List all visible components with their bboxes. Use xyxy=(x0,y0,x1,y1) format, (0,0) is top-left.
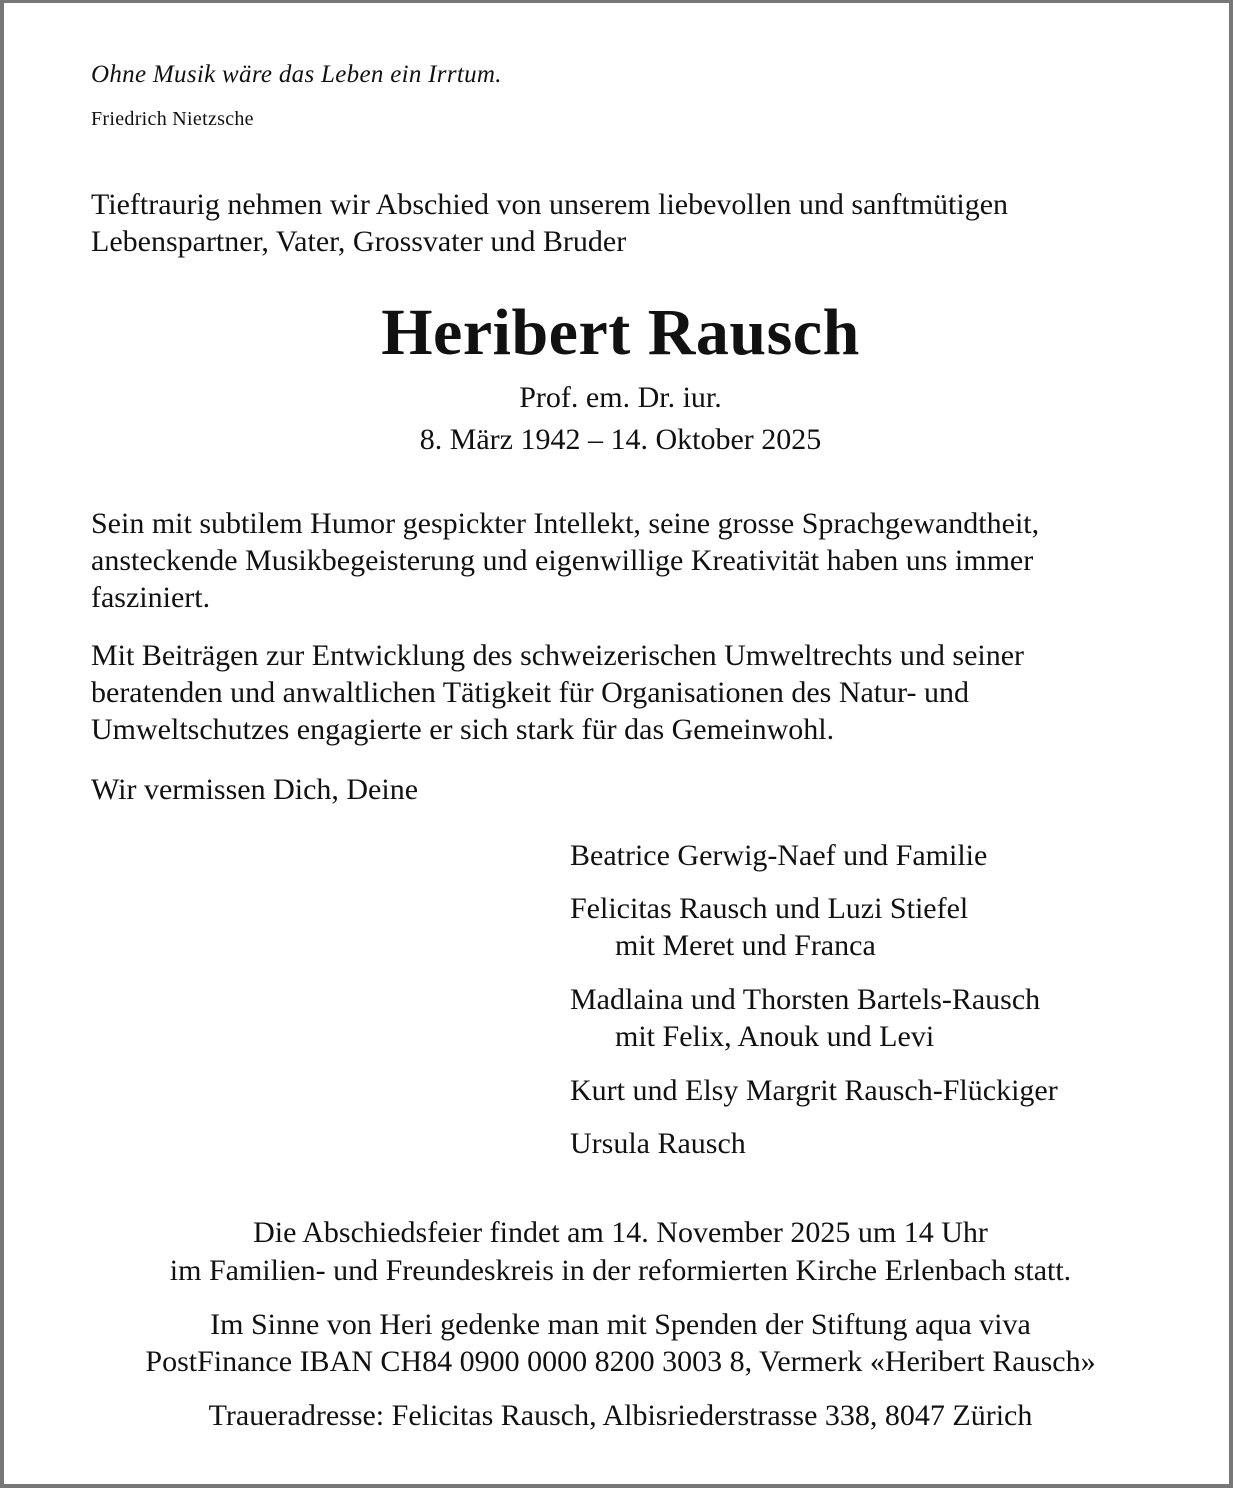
donation-bank-details: PostFinance IBAN CH84 0900 0000 8200 3003 8, Vermerk «Heribert Rausch» xyxy=(145,1345,1096,1378)
family-line: Beatrice Gerwig-Naef und Familie xyxy=(570,839,988,872)
family-line: Kurt und Elsy Margrit Rausch-Flückiger xyxy=(570,1074,1058,1107)
mourning-address: Traueradresse: Felicitas Rausch, Albisriederstrasse 338, 8047 Zürich xyxy=(208,1399,1033,1432)
family-entry xyxy=(570,837,987,874)
tribute-paragraph: Mit Beiträgen zur Entwicklung des schweizerischen Umweltrechts und seiner beratenden und anwaltlichen Tätigkeit für Organisationen des Natur- und Umweltschutzes engagierte er sich stark für das Gemeinwohl. xyxy=(91,639,1025,746)
intro-text: Tieftraurig nehmen wir Abschied von unserem liebevollen und sanftmütigen Lebenspartner, Vater, Grossvater und Bruder xyxy=(91,188,1009,258)
family-entry xyxy=(570,981,1040,1055)
ceremony-info: im Familien- und Freundeskreis in der reformierten Kirche Erlenbach statt. xyxy=(169,1254,1072,1287)
epigraph-author: Friedrich Nietzsche xyxy=(91,108,254,130)
family-entry xyxy=(570,1072,1058,1109)
family-subline: mit Meret und Franca xyxy=(615,929,876,962)
deceased-title: Prof. em. Dr. iur. xyxy=(519,381,722,414)
family-line: Felicitas Rausch und Luzi Stiefel xyxy=(570,892,969,925)
life-dates: 8. März 1942 – 14. Oktober 2025 xyxy=(419,423,822,456)
epigraph-quote: Ohne Musik wäre das Leben ein Irrtum. xyxy=(91,61,502,88)
family-subline: mit Felix, Anouk und Levi xyxy=(615,1020,935,1053)
tribute-paragraph: Sein mit subtilem Humor gespickter Intellekt, seine grosse Sprachgewandtheit, ansteckende Musikbegeisterung und eigenwillige Kreativität haben uns immer fasziniert. xyxy=(91,507,1040,614)
ceremony-info: Die Abschiedsfeier findet am 14. November 2025 um 14 Uhr xyxy=(253,1216,988,1249)
closing-line: Wir vermissen Dich, Deine xyxy=(91,773,419,806)
deceased-name: Heribert Rausch xyxy=(381,296,860,369)
family-line: Ursula Rausch xyxy=(570,1127,746,1160)
donation-info: Im Sinne von Heri gedenke man mit Spenden der Stiftung aqua viva xyxy=(210,1308,1031,1341)
family-entry xyxy=(570,1125,746,1162)
family-line: Madlaina und Thorsten Bartels-Rausch xyxy=(570,983,1041,1016)
family-entry xyxy=(570,890,968,964)
